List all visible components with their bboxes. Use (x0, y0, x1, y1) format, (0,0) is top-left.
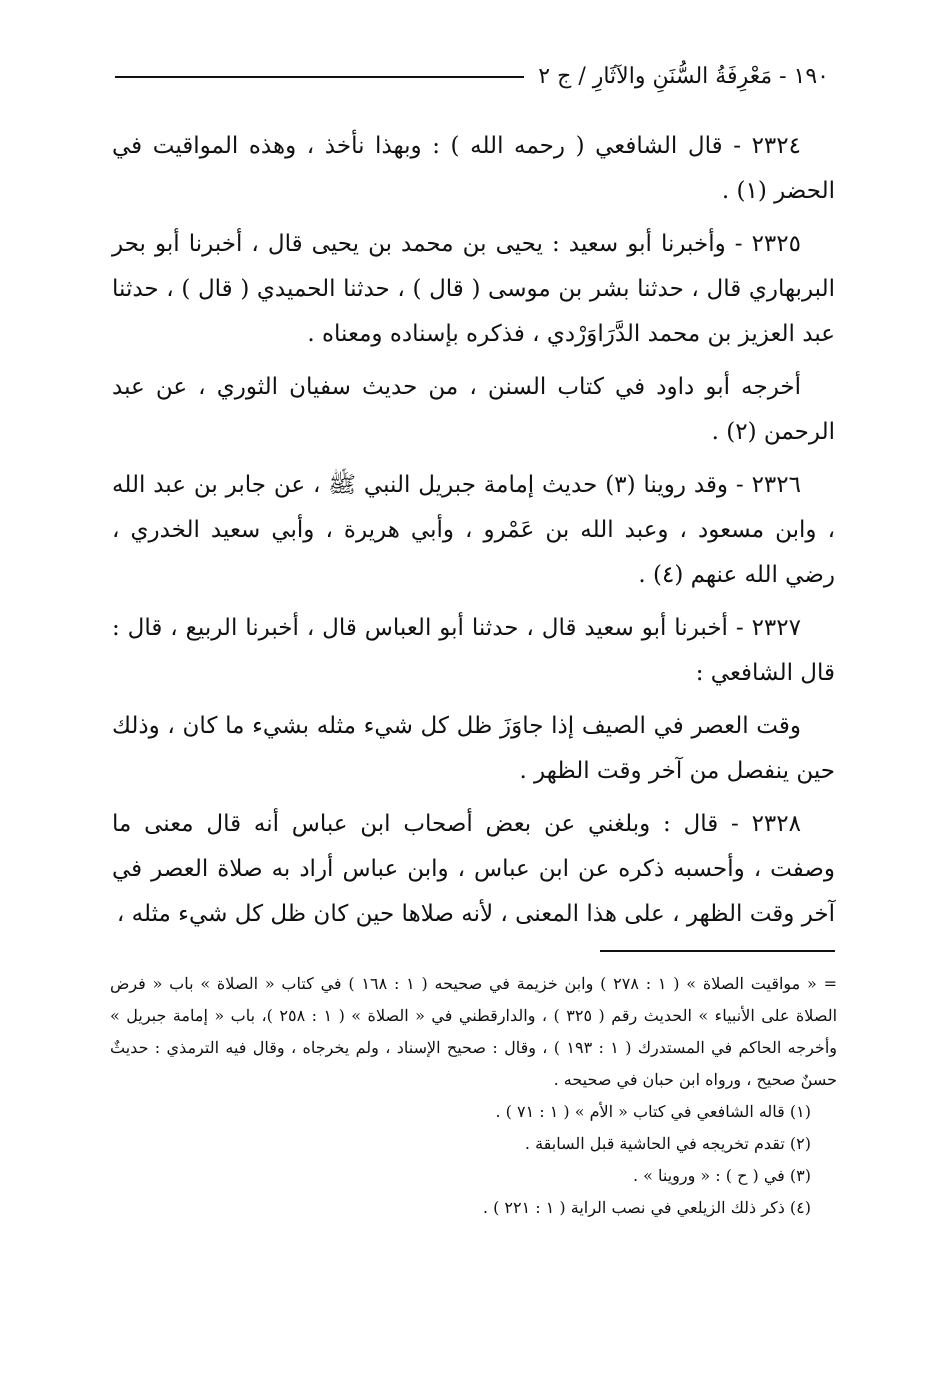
footnote-1: (١) قاله الشافعي في كتاب « الأم » ( ١ : ٧١ ) . (495, 1102, 811, 1121)
footnote-continuation: = « مواقيت الصلاة » ( ١ : ٢٧٨ ) وابن خزيمة في صحيحه ( ١ : ١٦٨ ) في كتاب « الصلاة » باب « فرض الصلاة على الأنبياء » الحديث رقم ( ٣٢٥ ) ، والدارقطني في « الصلاة » ( ١ : ٢٥٨ )، باب « إمامة جبريل » وأخرجه الحاكم في المستدرك ( ١ : ١٩٣ ) ، وقال : صحيح الإسناد ، ولم يخرجاه ، وقال فيه الترمذي : حديثٌ حسنٌ صحيح ، ورواه ابن حبان في صحيحه . (110, 974, 838, 1089)
paragraph-2324: ٢٣٢٤ - قال الشافعي ( رحمه الله ) : وبهذا نأخذ ، وهذه المواقيت في الحضر (١) . (112, 133, 835, 204)
paragraph-asr-time: وقت العصر في الصيف إذا جاوَزَ ظل كل شيء مثله بشيء ما كان ، وذلك حين ينفصل من آخر وقت الظهر . (112, 713, 835, 784)
footnote-4: (٤) ذكر ذلك الزيلعي في نصب الراية ( ١ : ٢٢١ ) . (482, 1198, 811, 1217)
running-title: ١٩٠ - مَعْرِفَةُ السُّنَنِ والآثَارِ / ج ٢ (538, 64, 829, 89)
paragraph-2328: ٢٣٢٨ - قال : وبلغني عن بعض أصحاب ابن عباس أنه قال معنى ما وصفت ، وأحسبه ذكره عن ابن عباس ، وابن عباس أراد به صلاة العصر في آخر وقت الظهر ، على هذا المعنى ، لأنه صلاها حين كان ظل كل شيء مثله ، (112, 811, 835, 927)
paragraph-2327: ٢٣٢٧ - أخبرنا أبو سعيد قال ، حدثنا أبو العباس قال ، أخبرنا الربيع ، قال : قال الشافعي : (112, 615, 835, 686)
header-rule (115, 76, 524, 78)
footnotes (110, 968, 837, 1224)
footnote-3: (٣) في ( ح ) : « وروينا » . (632, 1166, 811, 1185)
paragraph-2326: ٢٣٢٦ - وقد روينا (٣) حديث إمامة جبريل النبي ﷺ ، عن جابر بن عبد الله ، وابن مسعود ، وعبد الله بن عَمْرو ، وأبي هريرة ، وأبي سعيد الخدري ، رضي الله عنهم (٤) . (112, 472, 835, 588)
footnote-2: (٢) تقدم تخريجه في الحاشية قبل السابقة . (524, 1134, 811, 1153)
page-header (115, 64, 829, 89)
footnote-rule (600, 950, 835, 952)
paragraph-2325: ٢٣٢٥ - وأخبرنا أبو سعيد : يحيى بن محمد بن يحيى قال ، أخبرنا أبو بحر البربهاري قال ، حدثنا بشر بن موسى ( قال ) ، حدثنا الحميدي ( قال ) ، حدثنا عبد العزيز بن محمد الدَّرَاوَرْدي ، فذكره بإسناده ومعناه . (112, 231, 835, 347)
paragraph-abu-dawud: أخرجه أبو داود في كتاب السنن ، من حديث سفيان الثوري ، عن عبد الرحمن (٢) . (112, 374, 835, 445)
main-text (112, 124, 835, 945)
